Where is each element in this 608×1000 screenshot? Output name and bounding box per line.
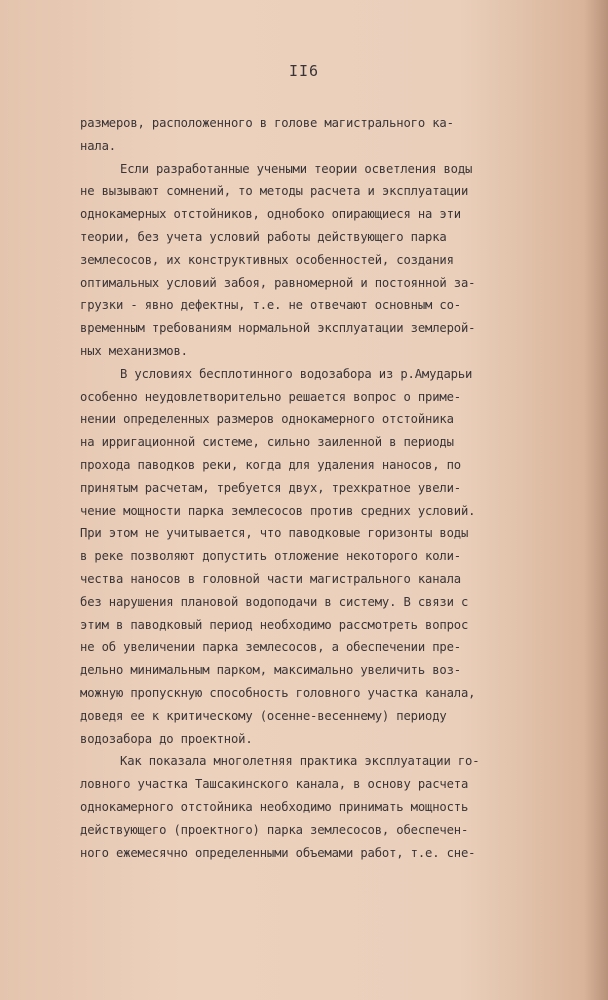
text-line: оптимальных условий забоя, равномерной и постоянной за-	[80, 275, 476, 290]
text-line: нении определенных размеров однокамерного отстойника	[80, 412, 454, 427]
text-line: ных механизмов.	[80, 343, 188, 358]
text-line: доведя ее к критическому (осенне-весеннему) периоду	[80, 708, 447, 723]
text-line: особенно неудовлетворительно решается вопрос о приме-	[80, 389, 461, 404]
text-line: землесосов, их конструктивных особенностей, создания	[80, 252, 454, 267]
text-line: В условиях бесплотинного водозабора из р.Амударьи	[120, 366, 473, 381]
text-line: Если разработанные учеными теории осветления воды	[120, 161, 473, 176]
text-line: без нарушения плановой водоподачи в систему. В связи с	[80, 594, 469, 609]
text-line: действующего (проектного) парка землесосов, обеспечен-	[80, 822, 469, 837]
text-line: прохода паводков реки, когда для удаления наносов, по	[80, 457, 461, 472]
text-line: чества наносов в головной части магистрального канала	[80, 571, 461, 586]
text-line: чение мощности парка землесосов против средних условий.	[80, 503, 476, 518]
text-line: грузки - явно дефектны, т.е. не отвечают основным со-	[80, 298, 461, 313]
text-line: размеров, расположенного в голове магистрального ка-	[80, 116, 454, 130]
text-line: временным требованиям нормальной эксплуатации землерой-	[80, 321, 476, 336]
text-line: этим в паводковый период необходимо рассмотреть вопрос	[80, 617, 469, 632]
text-line: не вызывают сомнений, то методы расчета и эксплуатации	[80, 184, 469, 199]
text-line: принятым расчетам, требуется двух, трехкратное увели-	[80, 480, 461, 495]
text-line: ного ежемесячно определенными объемами работ, т.е. сне-	[80, 845, 476, 860]
page-number: II6	[288, 62, 320, 80]
text-line: в реке позволяют допустить отложение некоторого коли-	[80, 549, 461, 564]
text-line: не об увеличении парка землесосов, а обеспечении пре-	[80, 640, 461, 655]
text-line: на ирригационной системе, сильно заиленной в периоды	[80, 435, 454, 450]
text-line: Как показала многолетняя практика эксплуатации го-	[120, 754, 480, 769]
text-line: можную пропускную способность головного участка канала,	[80, 685, 476, 700]
text-line: При этом не учитывается, что паводковые горизонты воды	[80, 526, 469, 541]
text-line: однокамерного отстойника необходимо принимать мощность	[80, 799, 469, 814]
text-line: водозабора до проектной.	[80, 731, 253, 746]
text-line: ловного участка Ташсакинского канала, в основу расчета	[80, 777, 469, 792]
text-body	[80, 112, 550, 864]
text-line: теории, без учета условий работы действующего парка	[80, 229, 447, 244]
text-line: однокамерных отстойников, однобоко опирающиеся на эти	[80, 207, 461, 222]
text-line: дельно минимальным парком, максимально увеличить воз-	[80, 663, 461, 678]
text-line: нала.	[80, 138, 116, 153]
